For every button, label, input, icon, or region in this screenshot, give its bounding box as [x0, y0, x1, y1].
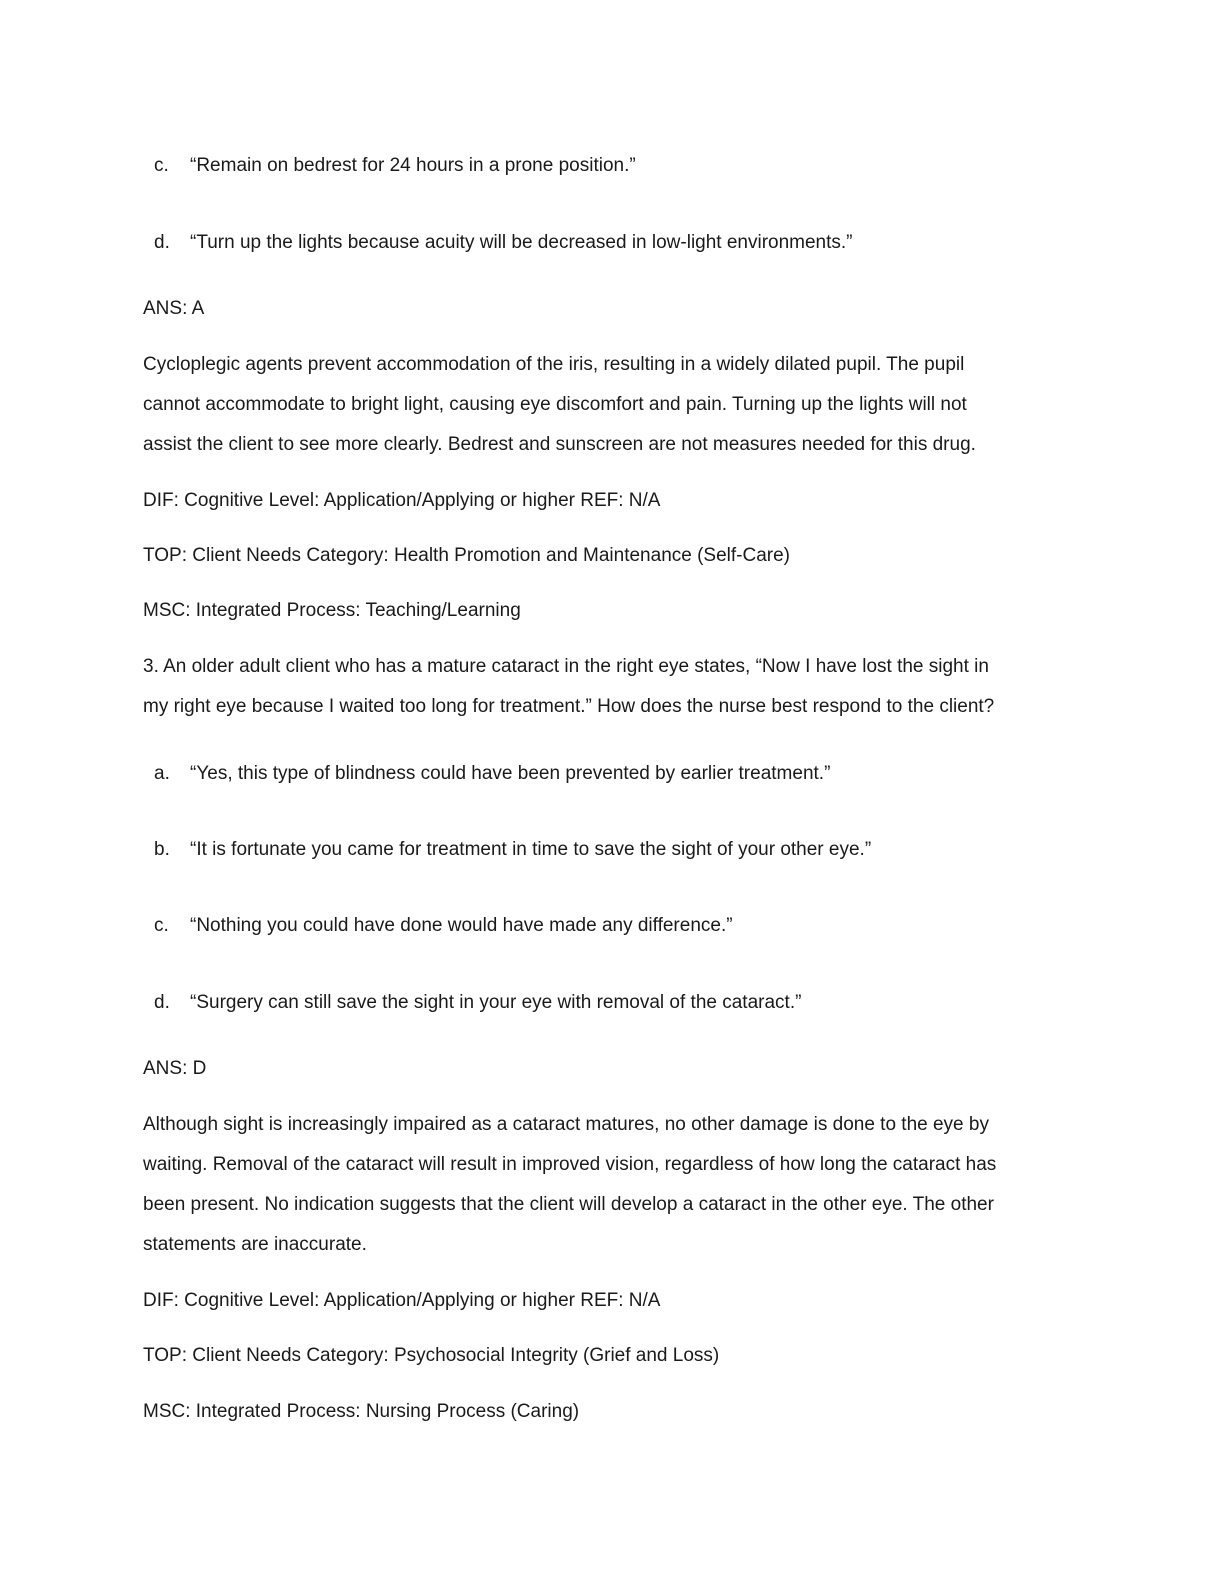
q3-top: TOP: Client Needs Category: Psychosocial Integrity (Grief and Loss) [143, 1345, 720, 1366]
option-letter: d. [154, 992, 170, 1013]
q3-msc: MSC: Integrated Process: Nursing Process (Caring) [143, 1401, 580, 1422]
q3-option-a [154, 762, 830, 786]
q2-dif: DIF: Cognitive Level: Application/Applying or higher REF: N/A [143, 490, 661, 511]
q3-option-d [154, 991, 801, 1015]
q2-rationale [143, 353, 1063, 457]
rationale-line: Cycloplegic agents prevent accommodation of the iris, resulting in a widely dilated pupil. The pupil [143, 354, 965, 375]
q3-stem [143, 655, 1063, 719]
option-letter: a. [154, 763, 170, 784]
q2-msc: MSC: Integrated Process: Teaching/Learning [143, 600, 521, 621]
q3-dif: DIF: Cognitive Level: Application/Applying or higher REF: N/A [143, 1290, 661, 1311]
rationale-line: statements are inaccurate. [143, 1234, 367, 1255]
option-letter: d. [154, 232, 170, 253]
q2-option-c [154, 154, 636, 178]
option-text: “Turn up the lights because acuity will be decreased in low-light environments.” [190, 232, 853, 253]
option-letter: c. [154, 915, 169, 936]
rationale-line: cannot accommodate to bright light, causing eye discomfort and pain. Turning up the lights will not [143, 394, 967, 415]
q3-option-c [154, 914, 733, 938]
option-text: “It is fortunate you came for treatment in time to save the sight of your other eye.” [190, 839, 872, 860]
stem-line: 3. An older adult client who has a mature cataract in the right eye states, “Now I have lost the sight in [143, 656, 989, 677]
option-text: “Nothing you could have done would have made any difference.” [190, 915, 733, 936]
option-letter: b. [154, 839, 170, 860]
stem-line: my right eye because I waited too long for treatment.” How does the nurse best respond to the client? [143, 696, 995, 717]
option-text: “Yes, this type of blindness could have been prevented by earlier treatment.” [190, 763, 831, 784]
q2-answer: ANS: A [143, 298, 205, 319]
q3-answer: ANS: D [143, 1058, 207, 1079]
q3-option-b [154, 838, 871, 862]
option-text: “Remain on bedrest for 24 hours in a prone position.” [190, 155, 636, 176]
q3-rationale [143, 1113, 1063, 1257]
rationale-line: been present. No indication suggests that the client will develop a cataract in the other eye. The other [143, 1194, 994, 1215]
q2-top: TOP: Client Needs Category: Health Promotion and Maintenance (Self-Care) [143, 545, 791, 566]
rationale-line: waiting. Removal of the cataract will result in improved vision, regardless of how long the cataract has [143, 1154, 997, 1175]
option-text: “Surgery can still save the sight in your eye with removal of the cataract.” [190, 992, 802, 1013]
rationale-line: assist the client to see more clearly. Bedrest and sunscreen are not measures needed for this drug. [143, 434, 976, 455]
option-letter: c. [154, 155, 169, 176]
rationale-line: Although sight is increasingly impaired as a cataract matures, no other damage is done to the eye by [143, 1114, 989, 1135]
q2-option-d [154, 231, 853, 255]
